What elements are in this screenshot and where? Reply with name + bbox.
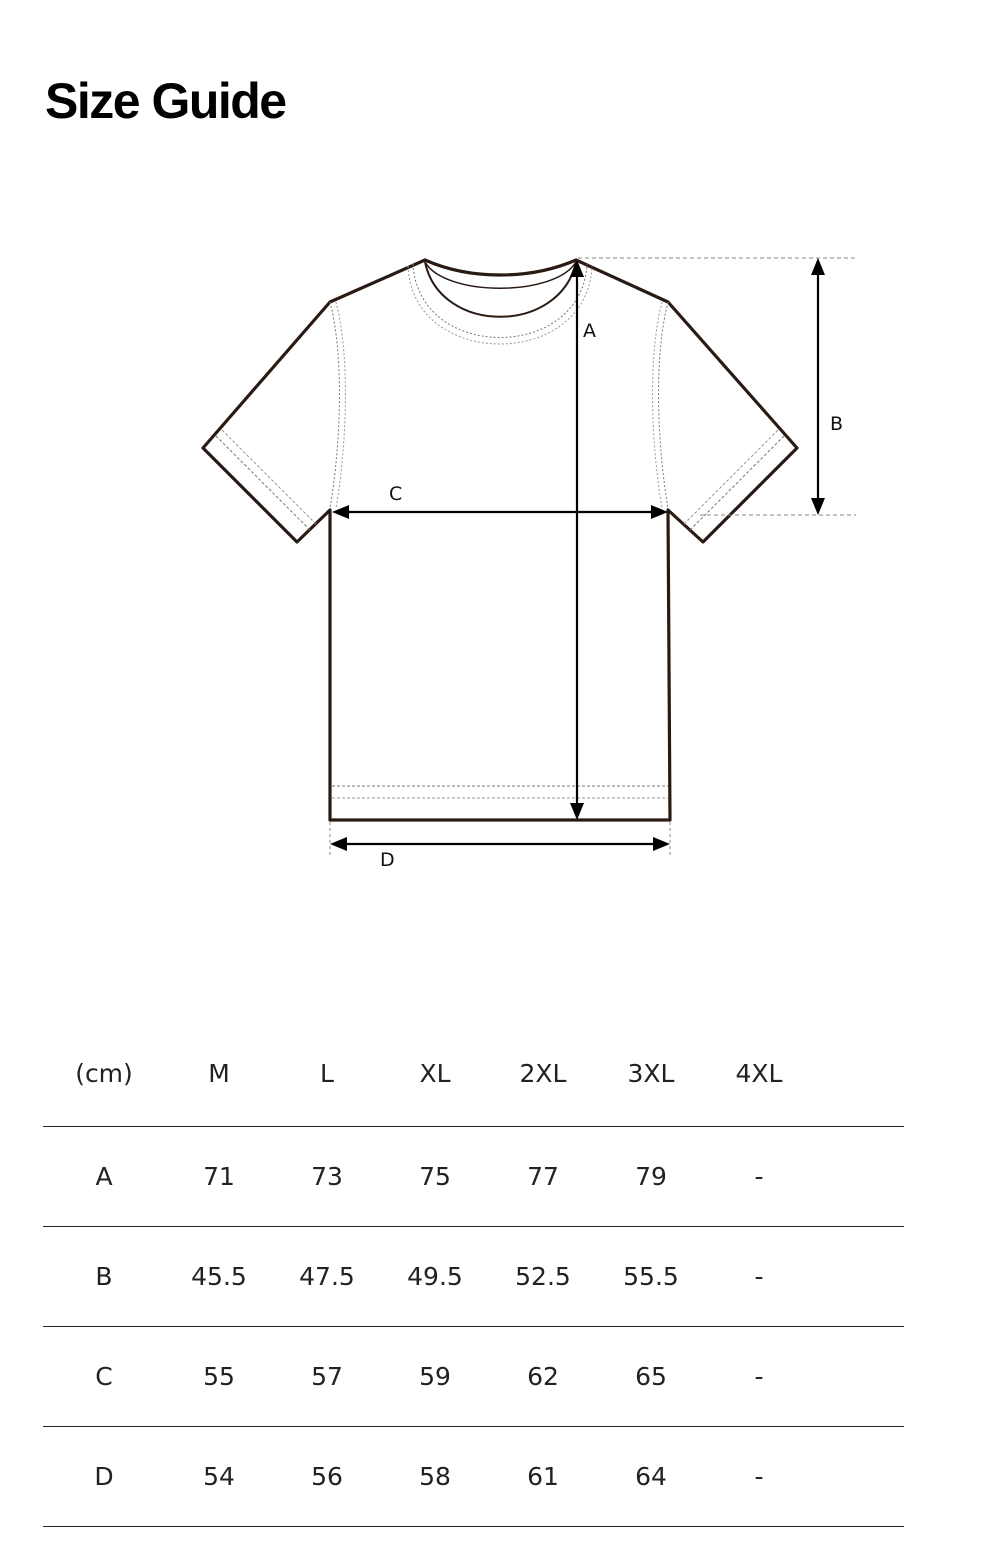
cell-value: 56 bbox=[273, 1426, 381, 1526]
spacer-cell bbox=[813, 1326, 904, 1426]
spacer-header bbox=[813, 1022, 904, 1126]
table-row bbox=[43, 1426, 904, 1526]
cell-value: 71 bbox=[165, 1126, 273, 1226]
label-c: C bbox=[389, 483, 403, 505]
page-title: Size Guide bbox=[45, 73, 286, 129]
cell-value: - bbox=[705, 1226, 813, 1326]
cell-value: - bbox=[705, 1126, 813, 1226]
cell-value: 45.5 bbox=[165, 1226, 273, 1326]
cell-value: 59 bbox=[381, 1326, 489, 1426]
cell-value: 62 bbox=[489, 1326, 597, 1426]
cell-value: 65 bbox=[597, 1326, 705, 1426]
row-label: C bbox=[43, 1326, 165, 1426]
size-header-xl: XL bbox=[381, 1022, 489, 1126]
size-table bbox=[43, 1022, 904, 1527]
cell-value: 73 bbox=[273, 1126, 381, 1226]
cell-value: - bbox=[705, 1426, 813, 1526]
label-b: B bbox=[830, 413, 844, 435]
measure-arrow-b bbox=[811, 258, 825, 515]
cell-value: - bbox=[705, 1326, 813, 1426]
cell-value: 54 bbox=[165, 1426, 273, 1526]
cell-value: 47.5 bbox=[273, 1226, 381, 1326]
size-header-l: L bbox=[273, 1022, 381, 1126]
cell-value: 75 bbox=[381, 1126, 489, 1226]
spacer-cell bbox=[813, 1426, 904, 1526]
spacer-cell bbox=[813, 1226, 904, 1326]
cell-value: 79 bbox=[597, 1126, 705, 1226]
row-label: D bbox=[43, 1426, 165, 1526]
cell-value: 55.5 bbox=[597, 1226, 705, 1326]
cell-value: 58 bbox=[381, 1426, 489, 1526]
cell-value: 49.5 bbox=[381, 1226, 489, 1326]
spacer-cell bbox=[813, 1126, 904, 1226]
cell-value: 52.5 bbox=[489, 1226, 597, 1326]
unit-header: (cm) bbox=[43, 1022, 165, 1126]
cell-value: 61 bbox=[489, 1426, 597, 1526]
cell-value: 64 bbox=[597, 1426, 705, 1526]
label-a: A bbox=[583, 320, 596, 342]
size-header-2xl: 2XL bbox=[489, 1022, 597, 1126]
cell-value: 55 bbox=[165, 1326, 273, 1426]
table-row bbox=[43, 1326, 904, 1426]
table-row bbox=[43, 1126, 904, 1226]
row-label: B bbox=[43, 1226, 165, 1326]
cell-value: 57 bbox=[273, 1326, 381, 1426]
size-header-4xl: 4XL bbox=[705, 1022, 813, 1126]
cell-value: 77 bbox=[489, 1126, 597, 1226]
table-header-row bbox=[43, 1022, 904, 1126]
table-row bbox=[43, 1226, 904, 1326]
row-label: A bbox=[43, 1126, 165, 1226]
label-d: D bbox=[380, 849, 395, 871]
size-header-3xl: 3XL bbox=[597, 1022, 705, 1126]
tshirt-outline bbox=[203, 260, 797, 820]
size-header-m: M bbox=[165, 1022, 273, 1126]
